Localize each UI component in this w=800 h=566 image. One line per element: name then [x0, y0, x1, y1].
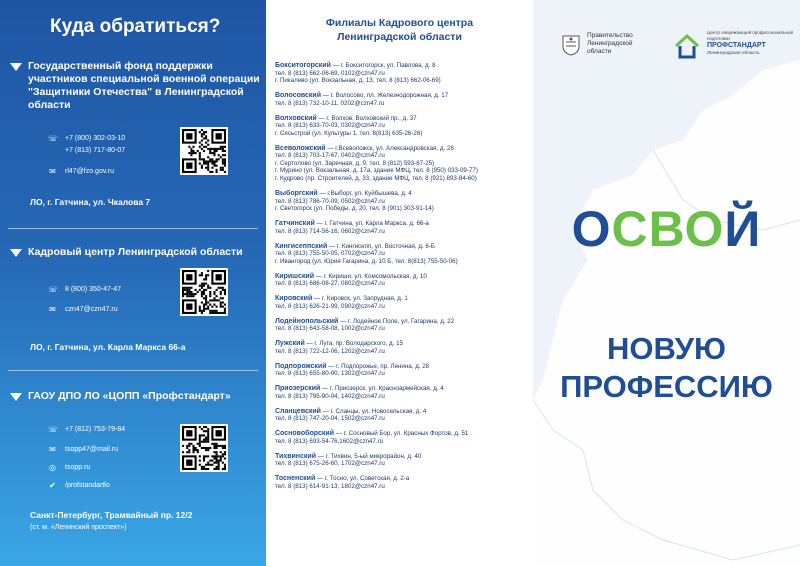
section-address: ЛО, г. Гатчина, ул. Карла Маркса 66-а: [30, 342, 186, 352]
qr-code[interactable]: [180, 424, 228, 472]
branch-name: Всеволожский: [275, 144, 326, 152]
branch-entry: [275, 363, 530, 378]
branch-detail: г. Мурино (ул. Вокзальная, д. 17а, здание МФЦ, тел. 8 (950) 033-09-77): [275, 167, 478, 175]
metro-station: (ст. м. «Ленинский проспект»): [30, 524, 127, 531]
branch-entry: [275, 408, 530, 423]
branch-address: — г. Приозерск, ул. Красноармейская, д. 4: [322, 385, 444, 393]
branch-detail: г. Светогорск (ул. Победы, д. 20, тел. 8 (901) 303-91-14): [275, 205, 434, 213]
branch-name: Тихвинский: [275, 452, 317, 460]
qr-code[interactable]: [180, 127, 228, 175]
branch-detail: г. Пикалево (ул. Вокзальная, д. 13, тел. 8 (813) 662-06-69): [275, 77, 441, 85]
branch-address: — г. Сосновый Бор, ул. Красных Фортов, д. 51: [335, 430, 469, 438]
branch-name: Выборгский: [275, 190, 318, 197]
contacts-panel: Куда обратиться? Государственный фонд поддержки участников специальной военной операции "Защитники Отечества" в Ленинградской области ☏ +7 (800) 302-03-10 +7 (813) 717-80-07 ✉ rl47@fzo.gov.ru ЛО, г. Гатчина, ул. Чкалова 7 Кадровый центр Ленинградской области ☏ 8 (800) 350-47-47 ✉ czn47@czn47.ru ЛО, г. Гатчина, ул. Карла Маркса 66-а ГАОУ ДПО ЛО «ЦОПП «Профстандарт» ☏ +7 (812) 753-79-84 ✉ tsopp47@mail.ru ◎ tsopp.ru ✔ /profstandartlo Санкт-Петербург, Трамвайный пр. 12/2 (ст. м. «Ленинский проспект»): [0, 0, 266, 566]
branch-detail: тел. 8 (813) 655-80-00, 1302@czn47.ru: [275, 370, 385, 378]
phone-icon: ☏: [48, 425, 59, 434]
branch-address: — г. Кировск, ул. Запрудная, д. 1: [314, 295, 408, 303]
branches-panel: [266, 0, 533, 566]
branch-detail: тел. 8 (813) 714-56-16, 0602@czn47.ru: [275, 227, 385, 235]
branch-detail: тел. 8 (813) 686-08-27, 0802@czn47.ru: [275, 280, 385, 288]
branch-address: — г. Тихвин, 5-ый микрорайон, д. 40: [317, 452, 422, 460]
branch-entry: [275, 318, 530, 333]
branch-name: Кингисеппский: [275, 242, 328, 250]
branch-name: Гатчинский: [275, 220, 315, 228]
branch-entry: [275, 453, 530, 468]
section-heading: Государственный фонд поддержки участников специальной военной операции "Защитники Отечества" в Ленинградской области: [28, 60, 260, 111]
branch-address: — г. Волхов, Волховский пр., д. 37: [318, 114, 417, 122]
branch-entry: [275, 115, 530, 138]
branch-detail: г. Сясьстрой (ул. Культуры 1, тел. 8(813) 635-26-26): [275, 129, 423, 137]
branch-name: Сланцевский: [275, 407, 321, 415]
branch-detail: тел. 8 (813) 755-50-05, 0702@czn47.ru: [275, 250, 385, 258]
branch-name: Лужский: [275, 340, 305, 348]
section-heading: ГАОУ ДПО ЛО «ЦОПП «Профстандарт»: [28, 390, 231, 402]
branch-name: Приозерский: [275, 385, 321, 393]
qr-code[interactable]: [180, 268, 228, 316]
branch-address: — г.Всеволожск, ул. Александровская, д. 28: [327, 144, 454, 152]
branch-entry: [275, 145, 530, 183]
branch-detail: тел. 8 (813) 633-70-03, 0302@czn47.ru: [275, 122, 385, 130]
branch-detail: тел. 8 (813) 786-70-09, 0502@czn47.ru: [275, 197, 385, 205]
profstandart-house-icon: [673, 32, 701, 60]
branch-name: Подпорожский: [275, 362, 327, 370]
envelope-icon: ✉: [49, 167, 56, 176]
branch-name: Волосовский: [275, 92, 321, 100]
triangle-marker-icon: [10, 63, 22, 71]
branch-address: — г. Кириши, ул. Комсомольская, д. 10: [315, 272, 427, 280]
branch-name: Бокситогорский: [275, 62, 331, 69]
branch-entry: [275, 220, 530, 235]
branch-address: — г. Луга, пр. Володарского, д. 15: [306, 340, 403, 348]
branch-entry: [275, 92, 530, 107]
branch-name: Киришский: [275, 272, 314, 280]
branch-address: — г. Тосно, ул. Советская, д. 2-а: [317, 475, 410, 483]
envelope-icon: ✉: [49, 305, 56, 314]
coat-of-arms-icon: [561, 34, 581, 56]
triangle-marker-icon: [10, 393, 22, 401]
branch-detail: тел. 8 (813) 662-06-69, 0102@czn47.ru: [275, 69, 385, 77]
branch-entry: [275, 243, 530, 266]
branch-address: — г. Бокситогорск, ул. Павлова, д. 8: [332, 62, 436, 69]
branch-detail: тел. 8 (813) 675-26-60, 1702@czn47.ru: [275, 460, 385, 468]
branch-detail: тел. 8 (813) 626-21-99, 0902@czn47.ru: [275, 302, 385, 310]
branch-address: — г. Лодейное Поле, ул. Гагарина, д. 22: [340, 317, 455, 325]
envelope-icon: ✉: [49, 445, 56, 454]
branch-entry: [275, 295, 530, 310]
divider: [8, 228, 258, 229]
branch-entry: [275, 273, 530, 288]
triangle-marker-icon: [10, 249, 22, 257]
branch-entry: [275, 385, 530, 400]
branch-address: — г. Подпорожье, пр. Ленина, д. 28: [328, 362, 430, 370]
vk-icon: ✔: [49, 481, 56, 490]
branch-detail: тел. 8 (813) 703-17-67, 0402@czn47.ru: [275, 152, 385, 160]
section-address: ЛО, г. Гатчина, ул. Чкалова 7: [30, 197, 151, 207]
branch-address: — г.Выборг, ул. Куйбышева, д. 4: [319, 190, 412, 197]
branch-name: Лодейнопольский: [275, 317, 339, 325]
phone-icon: ☏: [48, 285, 59, 294]
branch-entry: [275, 62, 530, 85]
branch-address: — г. Волосово, пл. Железнодорожная, д. 17: [322, 92, 449, 100]
section-address: Санкт-Петербург, Трамвайный пр. 12/2: [30, 510, 193, 520]
region-map-background: [533, 0, 800, 566]
branch-detail: тел. 8 (813) 614-91-13, 1802@czn47.ru: [275, 482, 385, 490]
branch-detail: тел. 8 (813) 693-54-76,1602@czn47.ru: [275, 437, 384, 445]
branch-name: Тосненский: [275, 475, 316, 483]
branch-entry: [275, 430, 530, 445]
contacts-title: Куда обратиться?: [50, 16, 221, 37]
branch-name: Кировский: [275, 295, 313, 303]
branch-detail: тел. 8 (813) 722-12-06, 1202@czn47.ru: [275, 347, 385, 355]
slogan-new-profession: НОВУЮ ПРОФЕССИЮ: [560, 331, 773, 404]
divider: [8, 370, 258, 371]
branch-detail: г. Кудрово (пр. Строителей, д. 33, здание МФЦ, тел. 8 (921) 893-84-60): [275, 175, 477, 183]
branch-detail: г. Сертолово (ул. Заречная, д. 9, тел. 8 (812) 593-87-25): [275, 159, 435, 167]
branch-address: — г. Кингисепп, ул. Восточная, д. 6-Б: [329, 242, 435, 250]
branch-detail: тел. 8 (813) 795-90-04, 1402@czn47.ru: [275, 392, 385, 400]
branch-name: Волховский: [275, 114, 317, 122]
section-heading: Кадровый центр Ленинградской области: [28, 246, 243, 258]
branch-entry: [275, 190, 530, 213]
slogan-master: ОСВОЙ: [571, 201, 762, 257]
branch-detail: тел. 8 (813) 747-20-04, 1502@czn47.ru: [275, 415, 385, 423]
globe-icon: ◎: [49, 463, 56, 472]
branches-title: Филиалы Кадрового центра Ленинградской области: [325, 17, 474, 43]
cover-panel: Правительство Ленинградской области Центр опережающей профессиональной подготовки ПРОФСТАНДАРТ Ленинградская область ОСВОЙ НОВУЮ ПРОФЕССИЮ: [533, 0, 800, 566]
branch-detail: тел. 8 (813) 732-10-11, 0202@czn47.ru: [275, 99, 385, 107]
branch-detail: г. Ивангород (ул. Юрия Гагарина, д. 10 Б, тел. 8(813) 755-50-06): [275, 257, 458, 265]
branch-name: Сосновоборский: [275, 430, 335, 438]
branch-entry: [275, 340, 530, 355]
phone-icon: ☏: [48, 134, 59, 143]
branch-address: — г. Сланцы, ул. Новосельская, д. 4: [322, 407, 427, 415]
branch-address: — г. Гатчина, ул. Карла Маркса, д. 66-а: [316, 220, 429, 228]
branch-detail: тел. 8 (813) 643-58-08, 1002@czn47.ru: [275, 325, 385, 333]
branch-entry: [275, 475, 530, 490]
